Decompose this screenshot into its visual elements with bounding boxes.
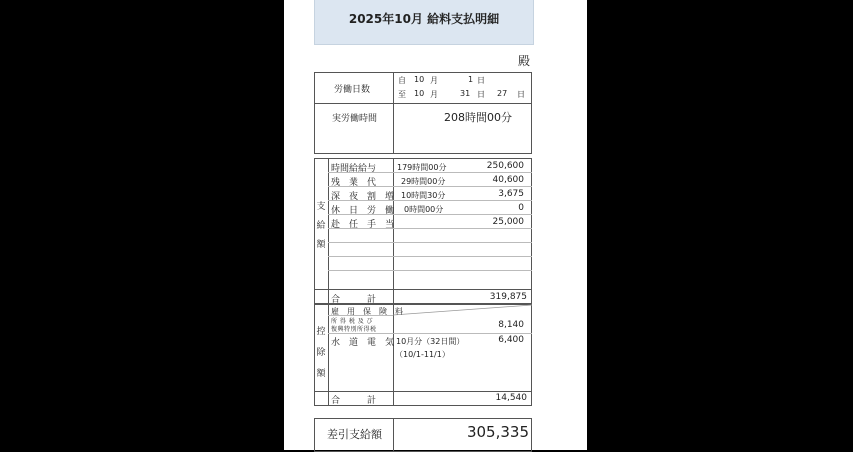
pay-row-label: 深 夜 割 増 xyxy=(331,192,395,202)
recipient-honorific: 殿 xyxy=(517,54,530,68)
to-day-unit: 日 xyxy=(477,90,485,99)
work-days-unit: 日 xyxy=(517,90,525,99)
pay-row-amount: 0 xyxy=(518,203,524,213)
from-month: 10 xyxy=(414,75,425,84)
pay-row-label: 時間給給与 xyxy=(331,164,377,174)
pay-row-label: 残 業 代 xyxy=(331,178,377,188)
pay-row-detail: 10時間30分 xyxy=(401,191,446,200)
work-days-label: 労働日数 xyxy=(334,85,371,95)
utility-detail: 10月分（32日間） xyxy=(396,337,465,346)
actual-hours-value: 208時間00分 xyxy=(444,111,512,124)
page-title: 2025年10月 給料支払明細 xyxy=(348,12,500,26)
to-month: 10 xyxy=(414,89,425,98)
deductions-total-amount: 14,540 xyxy=(495,393,527,403)
payments-total-label: 合 計 xyxy=(331,295,377,305)
pay-row-amount: 3,675 xyxy=(498,189,524,199)
deductions-section-label: 控 除 額 xyxy=(316,327,326,379)
pay-row-amount: 25,000 xyxy=(492,217,524,227)
pay-row-detail: 179時間00分 xyxy=(397,163,447,172)
from-day-unit: 日 xyxy=(477,76,485,85)
to-day: 31 xyxy=(460,89,471,98)
utility-period: （10/1-11/1） xyxy=(395,350,450,359)
income-tax-label-line2: 復興特別所得税 xyxy=(331,326,377,333)
deductions-total-label: 合 計 xyxy=(331,396,377,406)
deduction-diagonal-line xyxy=(393,304,532,316)
pay-row-label: 赴 任 手 当 xyxy=(331,220,395,230)
pay-row-detail: 0時間00分 xyxy=(404,205,444,214)
payments-section-label: 支 給 額 xyxy=(316,202,326,250)
to-month-unit: 月 xyxy=(430,90,438,99)
pay-row-amount: 250,600 xyxy=(486,161,524,171)
from-label: 自 xyxy=(398,76,406,85)
employment-insurance-label: 雇 用 保 険 料 xyxy=(331,307,403,316)
utility-amount: 6,400 xyxy=(498,335,524,345)
pay-row-label: 休 日 労 働 xyxy=(331,206,395,216)
pay-row-detail: 29時間00分 xyxy=(401,177,446,186)
utility-label: 水 道 電 気 xyxy=(331,338,395,348)
income-tax-amount: 8,140 xyxy=(498,320,524,330)
actual-hours-label: 実労働時間 xyxy=(332,114,378,124)
from-month-unit: 月 xyxy=(430,76,438,85)
title-band xyxy=(314,0,534,45)
net-pay-amount: 305,335 xyxy=(466,423,529,441)
work-days-count: 27 xyxy=(497,89,508,98)
from-day: 1 xyxy=(468,75,474,84)
to-label: 至 xyxy=(398,90,406,99)
pay-row-amount: 40,600 xyxy=(492,175,524,185)
net-pay-label: 差引支給額 xyxy=(327,428,382,441)
income-tax-label-line1: 所 得 税 及 び xyxy=(331,318,374,325)
payslip-page xyxy=(284,0,587,450)
payments-total-amount: 319,875 xyxy=(489,292,527,302)
